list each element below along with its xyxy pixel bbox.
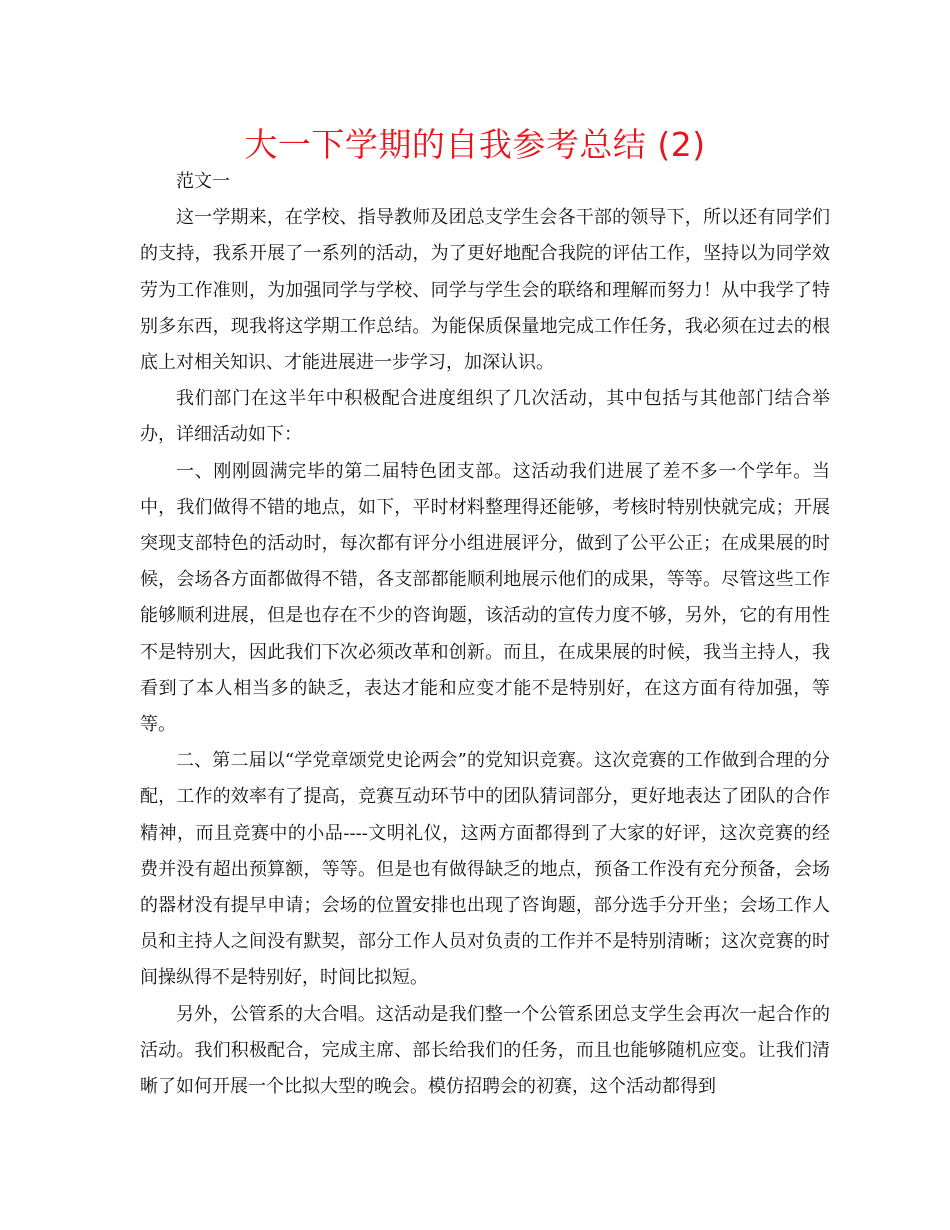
paragraph: 另外，公管系的大合唱。这活动是我们整一个公管系团总支学生会再次一起合作的活动。我们积极配合，完成主席、部长给我们的任务，而且也能够随机应变。让我们清晰了如何开展一个比拟大型的晚会。模仿招聘会的初赛，这个活动都得到 <box>140 1003 830 1098</box>
document-title: 大一下学期的自我参考总结 (2) <box>244 125 706 164</box>
paragraph: 我们部门在这半年中积极配合进度组织了几次活动，其中包括与其他部门结合举办，详细活动如下： <box>140 388 830 446</box>
document-body <box>140 164 830 1105</box>
section-label: 范文一 <box>176 171 230 192</box>
paragraph: 一、刚刚圆满完毕的第二届特色团支部。这活动我们进展了差不多一个学年。当中，我们做得不错的地点，如下，平时材料整理得还能够，考核时特别快就完成；开展突现支部特色的活动时，每次都有评分小组进展评分，做到了公平公正；在成果展的时候，会场各方面都做得不错，各支部都能顺利地展示他们的成果，等等。尽管这些工作能够顺利进展，但是也存在不少的咨询题，该活动的宣传力度不够，另外，它的有用性不是特别大，因此我们下次必须改革和创新。而且，在成果展的时候，我当主持人，我看到了本人相当多的缺乏，表达才能和应变才能不是特别好，在这方面有待加强，等等。 <box>140 460 830 736</box>
paragraph: 二、第二届以“学党章颂党史论两会”的党知识竞赛。这次竞赛的工作做到合理的分配，工作的效率有了提高，竞赛互动环节中的团队猜词部分，更好地表达了团队的合作精神，而且竞赛中的小品----文明礼仪，这两方面都得到了大家的好评，这次竞赛的经费并没有超出预算额，等等。但是也有做得缺乏的地点，预备工作没有充分预备，会场的器材没有提早申请；会场的位置安排也出现了咨询题，部分选手分开坐；会场工作人员和主持人之间没有默契，部分工作人员对负责的工作并不是特别清晰；这次竞赛的时间操纵得不是特别好，时间比拟短。 <box>140 750 830 989</box>
paragraph: 这一学期来，在学校、指导教师及团总支学生会各干部的领导下，所以还有同学们的支持，我系开展了一系列的活动，为了更好地配合我院的评估工作，坚持以为同学效劳为工作准则，为加强同学与学校、同学与学生会的联络和理解而努力！从中我学了特别多东西，现我将这学期工作总结。为能保质保量地完成工作任务，我必须在过去的根底上对相关知识、才能进展进一步学习，加深认识。 <box>140 207 830 374</box>
